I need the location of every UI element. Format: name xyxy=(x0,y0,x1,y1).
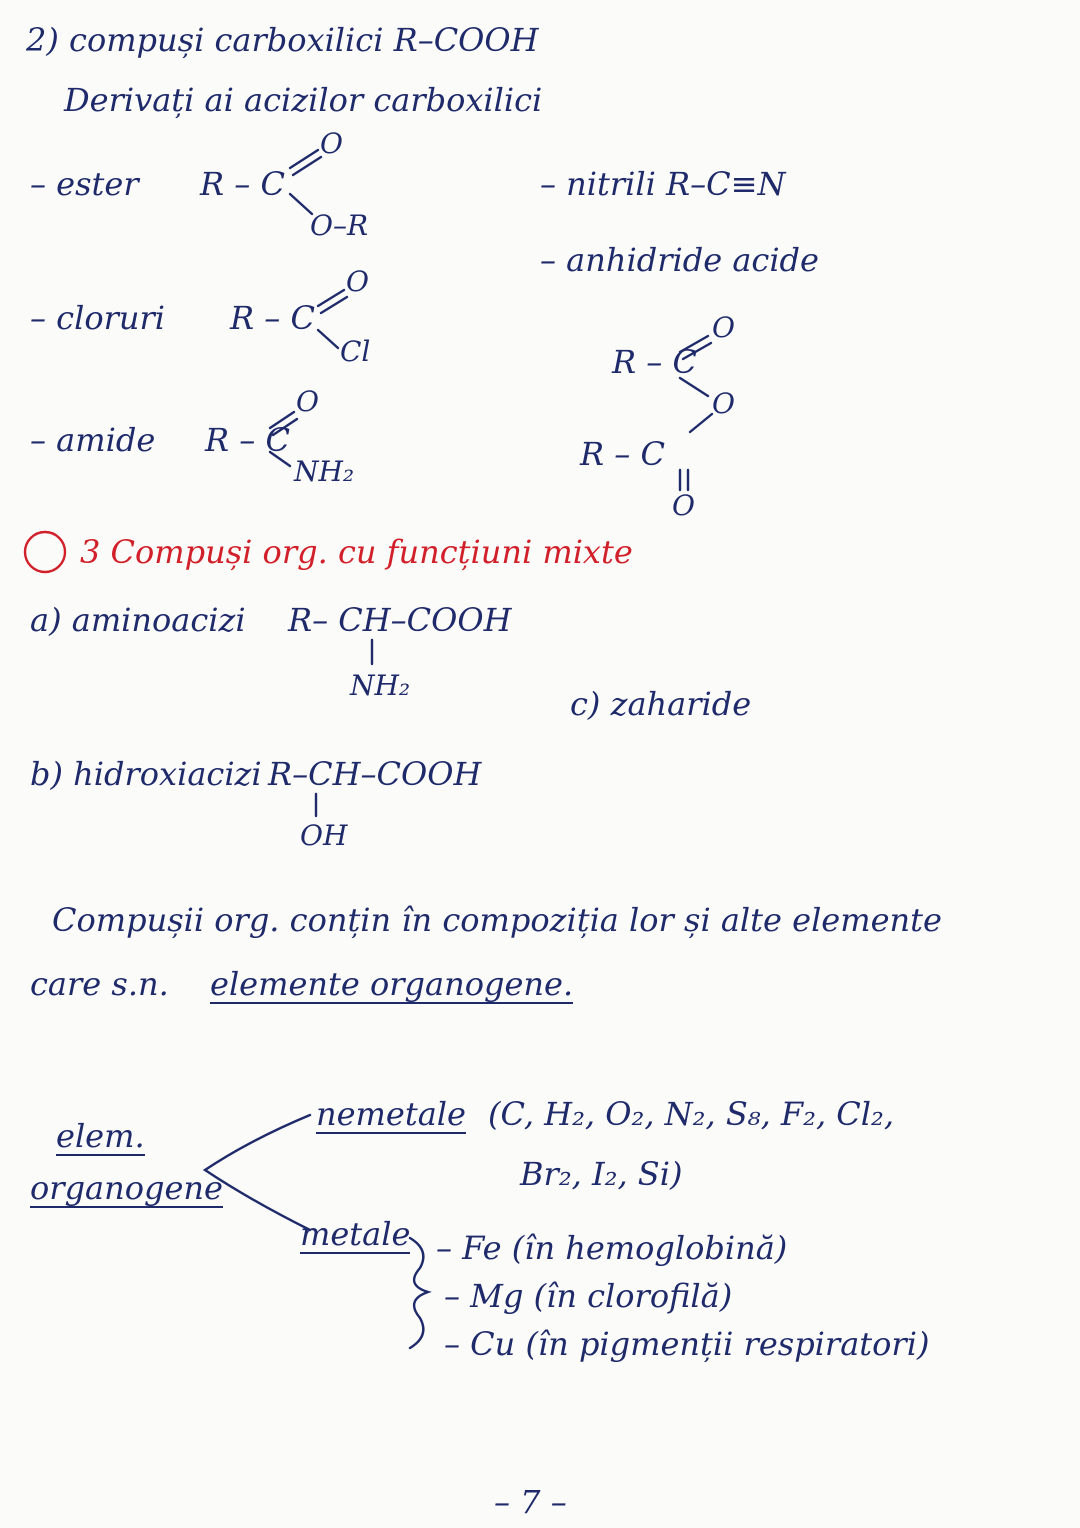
section2-heading: 2) compuși carboxilici R–COOH xyxy=(26,21,539,59)
aminoacid-formula: R– CH–COOH xyxy=(288,601,512,639)
metals-curly-brace xyxy=(410,1238,428,1348)
metal-fe: – Fe (în hemoglobină) xyxy=(436,1229,788,1267)
paragraph-line2-term: elemente organogene. xyxy=(210,965,574,1003)
hydroxyacid-formula: R–CH–COOH xyxy=(268,755,482,793)
amide-oxygen: O xyxy=(296,385,319,418)
ester-or: O–R xyxy=(310,209,369,242)
aminoacid-nh2: NH₂ xyxy=(350,669,411,702)
paragraph-line1: Compușii org. conțin în compoziția lor și alte elemente xyxy=(52,901,942,939)
ester-oxygen: O xyxy=(320,127,343,160)
section3-circle xyxy=(25,532,65,572)
anhidride-r1: R – C xyxy=(612,343,697,381)
cloruri-single-bond xyxy=(318,330,338,348)
zaharide-label: c) zaharide xyxy=(570,685,752,723)
anhidride-oxygen-top: O xyxy=(712,311,735,344)
anhidride-label: – anhidride acide xyxy=(540,241,819,279)
ester-double-bond xyxy=(290,150,318,168)
ester-core: R – C xyxy=(200,165,285,203)
section3-heading: 3 Compuși org. cu funcțiuni mixte xyxy=(80,533,633,571)
cloruri-double-bond xyxy=(318,290,344,306)
anh-bond-from-bridge xyxy=(690,414,712,432)
metal-cu: – Cu (în pigmenții respiratori) xyxy=(444,1325,930,1363)
hydroxyacid-label: b) hidroxiacizi xyxy=(30,755,262,793)
cloruri-double-bond-2 xyxy=(321,297,347,313)
hydroxyacid-oh: OH xyxy=(300,819,348,852)
paragraph-line2-prefix: care s.n. xyxy=(30,965,169,1003)
cloruri-label: – cloruri xyxy=(30,299,166,337)
ester-double-bond-2 xyxy=(293,157,321,175)
cloruri-oxygen: O xyxy=(346,265,369,298)
ester-single-bond xyxy=(290,194,312,214)
amide-label: – amide xyxy=(30,421,156,459)
anhidride-r2: R – C xyxy=(580,435,665,473)
organogene-label-line2: organogene xyxy=(30,1169,223,1207)
metale-label: metale xyxy=(300,1215,411,1253)
organogene-label-line1: elem. xyxy=(56,1117,145,1155)
anhidride-oxygen-bottom: O xyxy=(672,489,695,522)
ester-label: – ester xyxy=(30,165,139,203)
page-number: – 7 – xyxy=(494,1483,567,1521)
aminoacid-label: a) aminoacizi xyxy=(30,601,246,639)
section2-subheading: Derivați ai acizilor carboxilici xyxy=(64,81,543,119)
cloruri-core: R – C xyxy=(230,299,315,337)
nemetale-list-line1: (C, H₂, O₂, N₂, S₈, F₂, Cl₂, xyxy=(488,1095,895,1133)
nemetale-label: nemetale xyxy=(316,1095,466,1133)
nemetale-list-line2: Br₂, I₂, Si) xyxy=(520,1155,683,1193)
cloruri-chlorine: Cl xyxy=(340,335,371,368)
nitrili: – nitrili R–C≡N xyxy=(540,165,786,203)
amide-core: R – C xyxy=(205,421,290,459)
amide-nh2: NH₂ xyxy=(294,455,355,488)
anhidride-oxygen-bridge: O xyxy=(712,387,735,420)
metal-mg: – Mg (în clorofilă) xyxy=(444,1277,733,1315)
